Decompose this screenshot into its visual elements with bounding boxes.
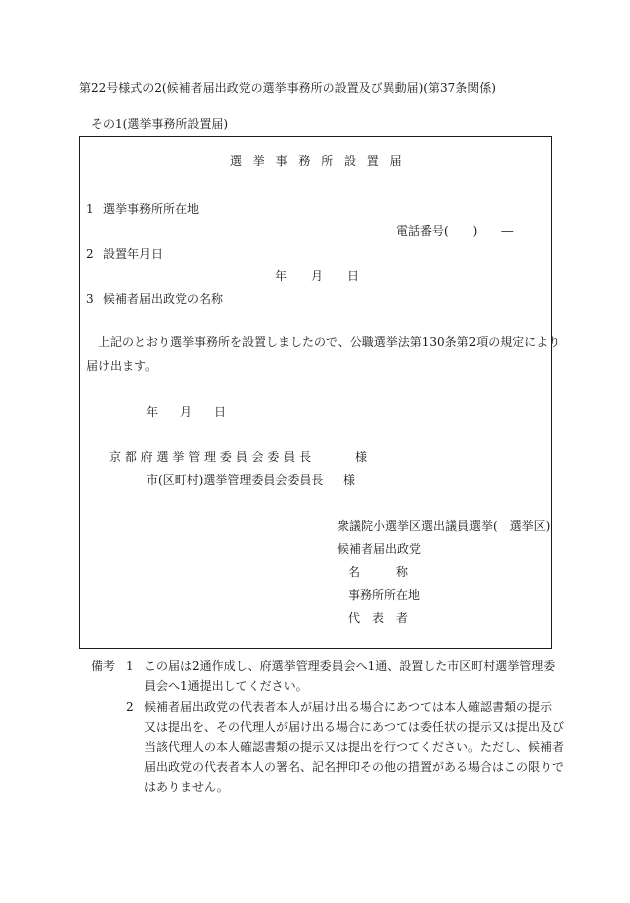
party-name-label: 名 称 <box>348 565 409 579</box>
addressee-prefecture: 京都府選挙管理委員会委員長 <box>109 450 315 464</box>
setup-day-label: 日 <box>347 269 360 283</box>
note2-number: 2 <box>126 700 134 714</box>
body-text-line1: 上記のとおり選挙事務所を設置しましたので、公職選挙法第130条第2項の規定により <box>98 335 561 349</box>
item2-number: 2 <box>86 247 94 261</box>
addressee-municipal: 市(区町村)選挙管理委員会委員長 <box>146 473 324 487</box>
item3-number: 3 <box>86 292 94 306</box>
body-text-line2: 届け出ます。 <box>86 359 158 373</box>
note1-number: 1 <box>126 659 134 673</box>
addressee-prefecture-honorific: 様 <box>355 450 368 464</box>
addressee-municipal-honorific: 様 <box>343 473 356 487</box>
representative-label: 代 表 者 <box>348 611 409 625</box>
filing-year-label: 年 <box>146 405 159 419</box>
note2-line4: 届出政党の代表者本人の署名、記名押印その他の措置がある場合はこの限りで <box>144 760 565 774</box>
item1-label: 選挙事務所所在地 <box>103 202 200 216</box>
form-subtitle: その1(選挙事務所設置届) <box>91 117 228 131</box>
note1-line2: 員会へ1通提出してください。 <box>144 679 308 693</box>
note2-line1: 候補者届出政党の代表者本人が届け出る場合にあつては本人確認書類の提示 <box>144 700 553 714</box>
note2-line5: はありません。 <box>144 780 229 794</box>
party-label: 候補者届出政党 <box>337 542 422 556</box>
form-main-title: 選挙事務所設置届 <box>230 154 413 168</box>
setup-year-label: 年 <box>275 269 288 283</box>
note2-line3: 当該代理人の本人確認書類の提示又は提出を行つてください。ただし、候補者 <box>144 740 565 754</box>
item2-label: 設置年月日 <box>103 247 164 261</box>
note1-line1: この届は2通作成し、府選挙管理委員会へ1通、設置した市区町村選挙管理委 <box>144 659 556 673</box>
notes-heading: 備考 <box>91 659 116 673</box>
filing-day-label: 日 <box>214 405 227 419</box>
office-address-label: 事務所所在地 <box>348 588 421 602</box>
item1-number: 1 <box>86 202 94 216</box>
setup-month-label: 月 <box>311 269 324 283</box>
election-name: 衆議院小選挙区選出議員選挙( 選挙区) <box>337 519 551 533</box>
item3-label: 候補者届出政党の名称 <box>103 292 224 306</box>
note2-line2: 又は提出を、その代理人が届け出る場合にあつては委任状の提示又は提出及び <box>144 720 565 734</box>
filing-month-label: 月 <box>180 405 193 419</box>
form-title: 第22号様式の2(候補者届出政党の選挙事務所の設置及び異動届)(第37条関係) <box>79 81 496 95</box>
phone-number-label: 電話番号( ) ― <box>396 224 514 238</box>
